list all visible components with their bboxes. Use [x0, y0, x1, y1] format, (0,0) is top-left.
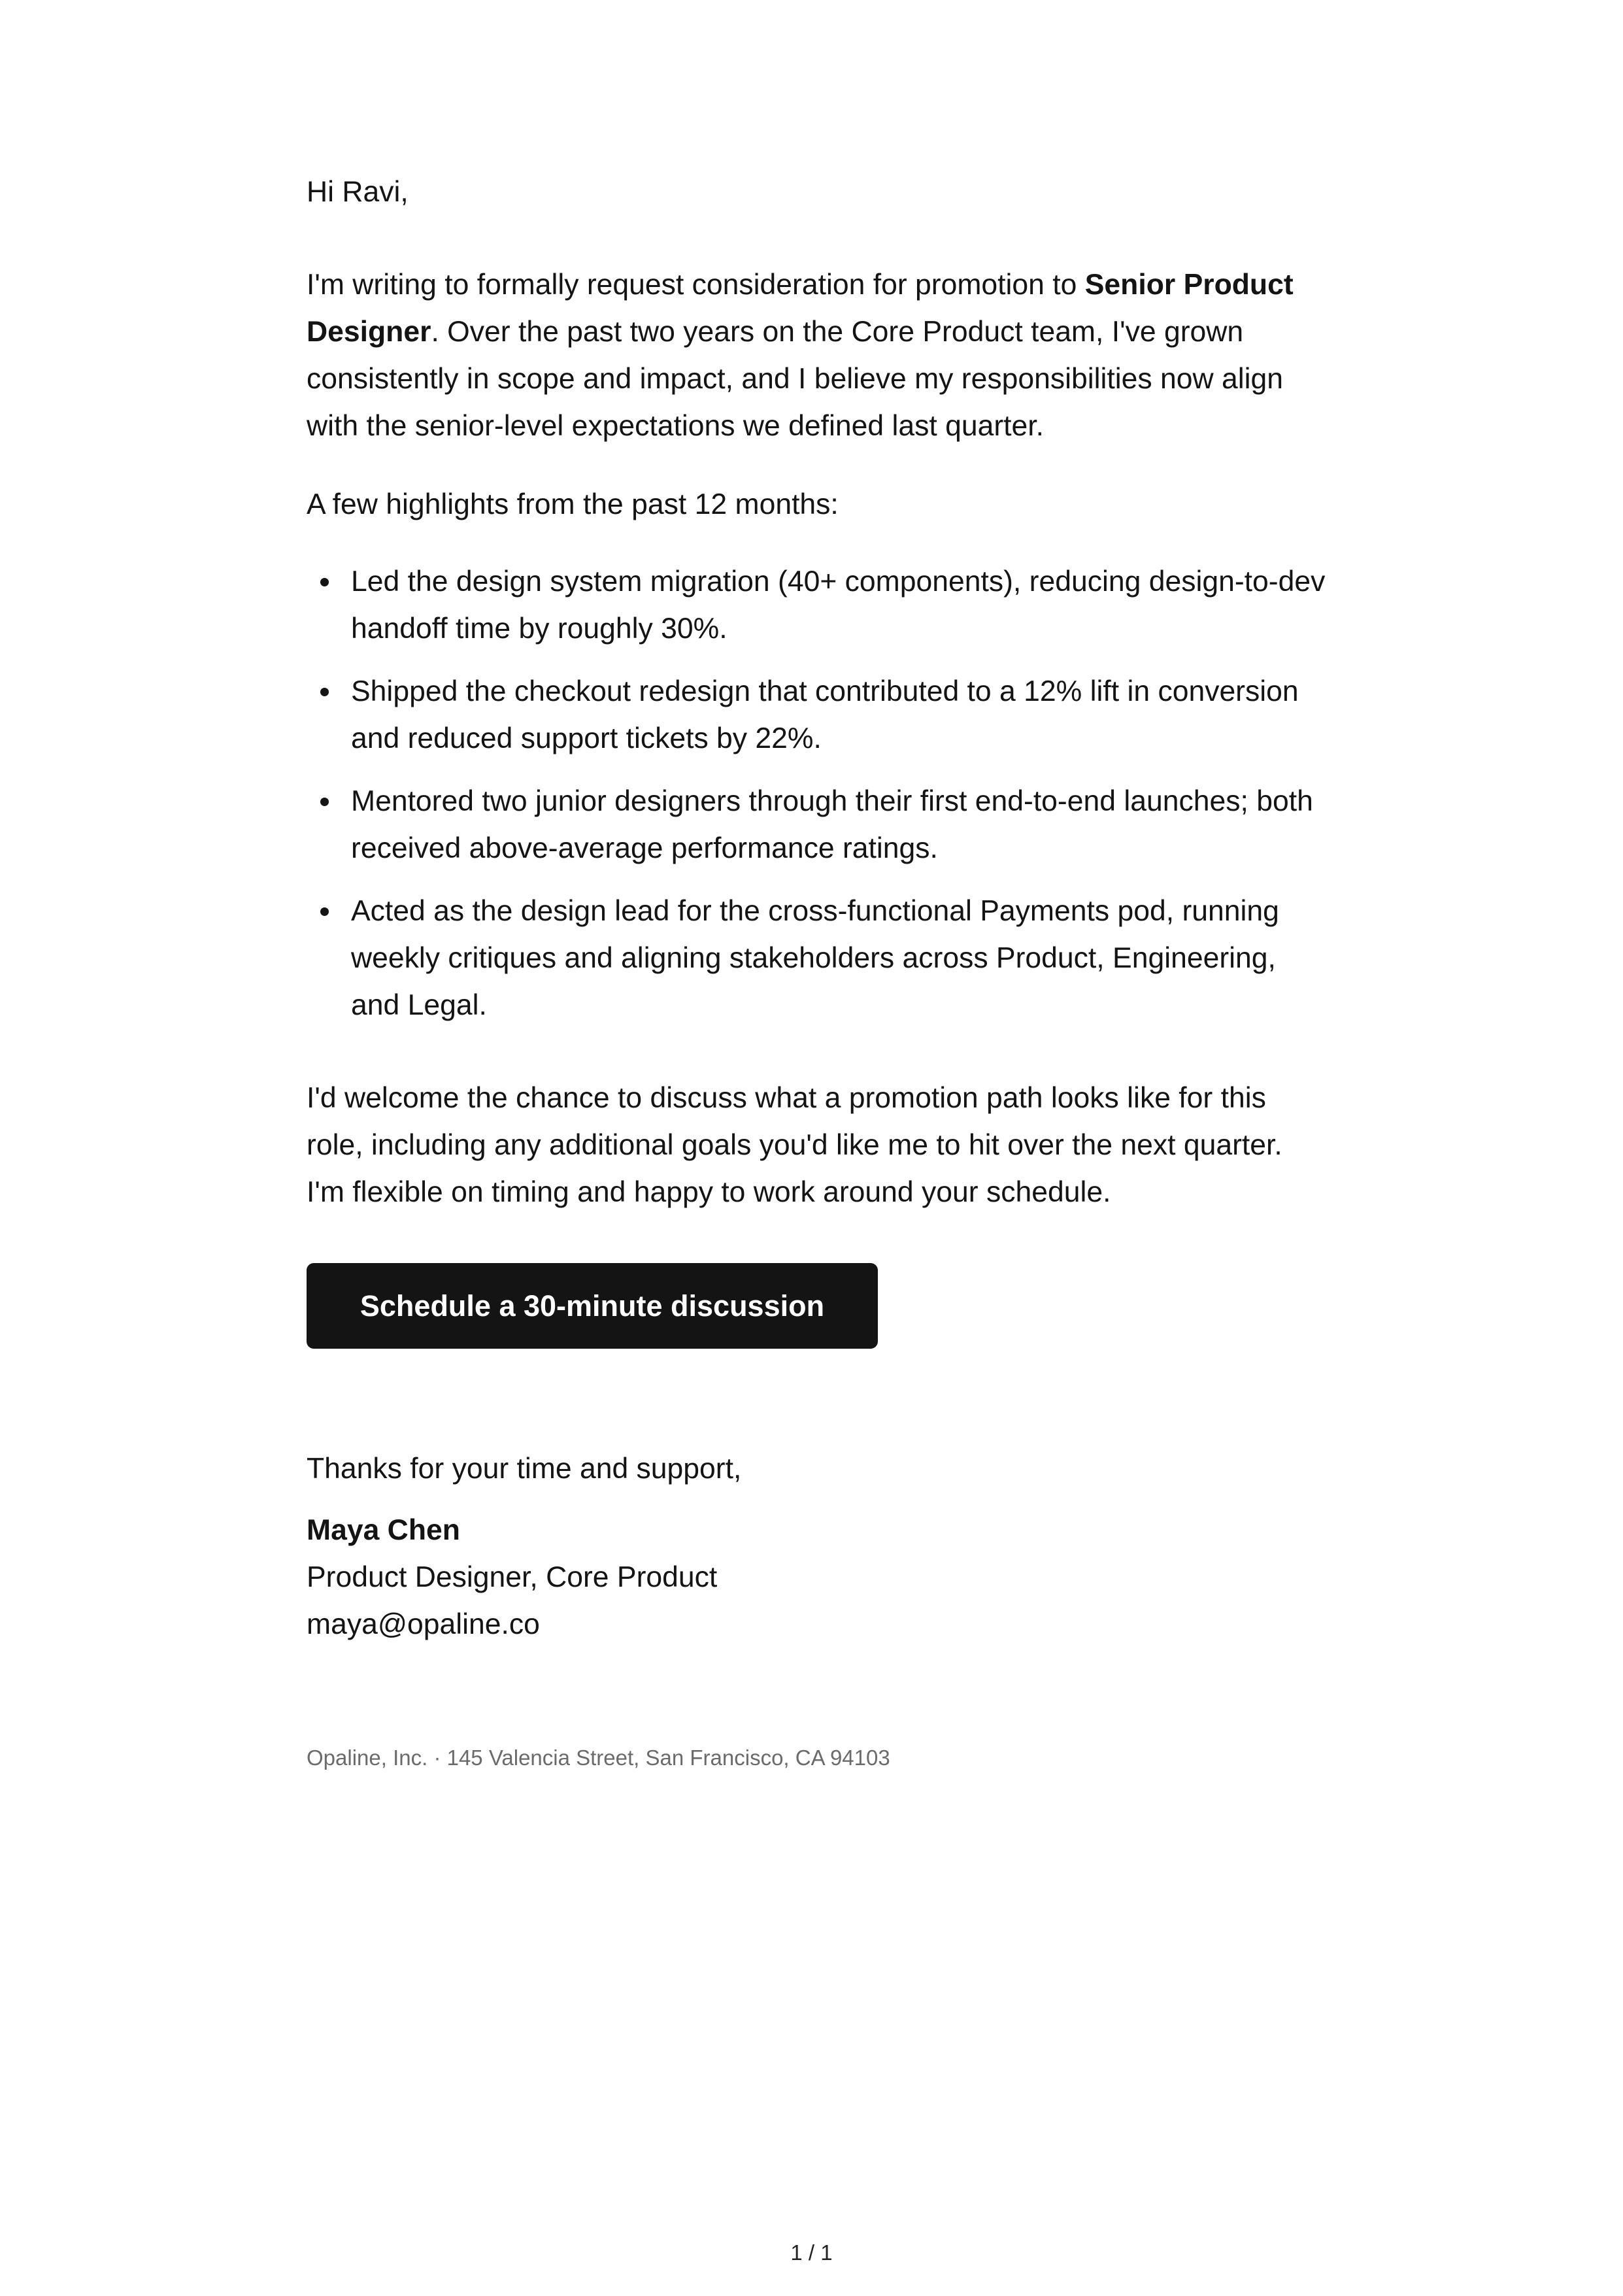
bullet-icon	[320, 798, 329, 806]
thanks-line: Thanks for your time and support,	[307, 1453, 742, 1485]
bullet-icon	[320, 907, 329, 916]
highlights-lead: A few highlights from the past 12 months:	[307, 488, 839, 520]
signature-name: Maya Chen	[307, 1514, 460, 1546]
highlight-item	[307, 778, 1326, 872]
closing-paragraph: I'd welcome the chance to discuss what a promotion path looks like for this role, including any additional goals you'd like me to hit over the next quarter. I'm flexible on timing and happy to work around your schedule.	[307, 1082, 1282, 1208]
highlight-text: Mentored two junior designers through their first end-to-end launches; both received above-average performance ratings.	[351, 785, 1313, 864]
intro-text-before: I'm writing to formally request consideration for promotion to	[307, 269, 1085, 301]
bullet-icon	[320, 578, 329, 586]
intro-paragraph	[307, 262, 1326, 450]
page-number: 1 / 1	[790, 2240, 833, 2265]
highlight-item	[307, 888, 1326, 1029]
email-body	[307, 169, 1326, 1771]
signature-block	[307, 1507, 1326, 1648]
signature-title: Product Designer, Core Product	[307, 1561, 718, 1593]
highlight-text: Acted as the design lead for the cross-functional Payments pod, running weekly critiques and aligning stakeholders across Product, Engineering, and Legal.	[351, 895, 1279, 1021]
greeting: Hi Ravi,	[307, 176, 409, 208]
requested-role: Senior Product Designer	[307, 269, 1294, 348]
highlight-item	[307, 558, 1326, 652]
intro-text-after: . Over the past two years on the Core Product team, I've grown consistently in scope and impact, and I believe my responsibilities now align with the senior-level expectations we defined last quarter.	[307, 316, 1284, 442]
highlight-item	[307, 668, 1326, 762]
highlight-text: Led the design system migration (40+ components), reducing design-to-dev handoff time by roughly 30%.	[351, 566, 1326, 645]
bullet-icon	[320, 688, 329, 696]
signature-email[interactable]: maya@opaline.co	[307, 1608, 540, 1640]
company-address-footer: Opaline, Inc. · 145 Valencia Street, San Francisco, CA 94103	[307, 1746, 890, 1770]
schedule-discussion-button[interactable]: Schedule a 30-minute discussion	[307, 1263, 878, 1349]
highlights-list	[307, 558, 1326, 1029]
highlight-text: Shipped the checkout redesign that contributed to a 12% lift in conversion and reduced support tickets by 22%.	[351, 675, 1299, 754]
